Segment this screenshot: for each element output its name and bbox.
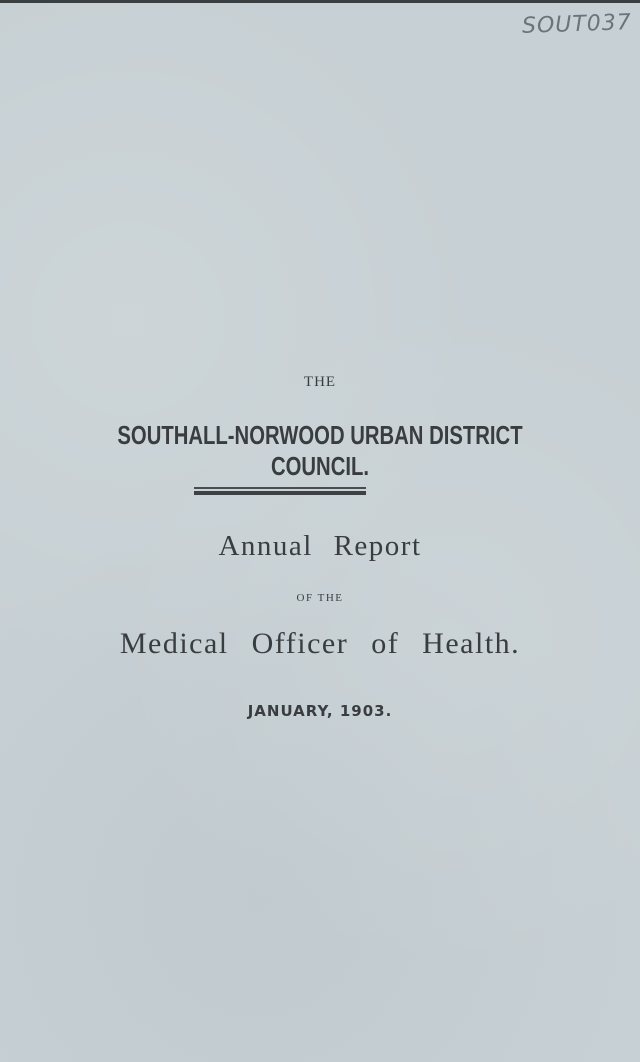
top-edge-shadow — [0, 0, 640, 3]
double-rule-divider — [194, 487, 366, 495]
officer-title: Medical Officer of Health. — [119, 627, 521, 660]
rule-thick-line — [194, 491, 366, 495]
connector-text: OF THE — [296, 592, 344, 604]
rule-thin-line — [194, 487, 366, 489]
report-title: Annual Report — [218, 530, 422, 562]
council-name: SOUTHALL-NORWOOD URBAN DISTRICT COUNCIL. — [117, 420, 523, 481]
pre-title: THE — [303, 374, 337, 390]
catalog-mark: SOUT037 — [521, 10, 633, 39]
report-date: JANUARY, 1903. — [247, 702, 393, 720]
